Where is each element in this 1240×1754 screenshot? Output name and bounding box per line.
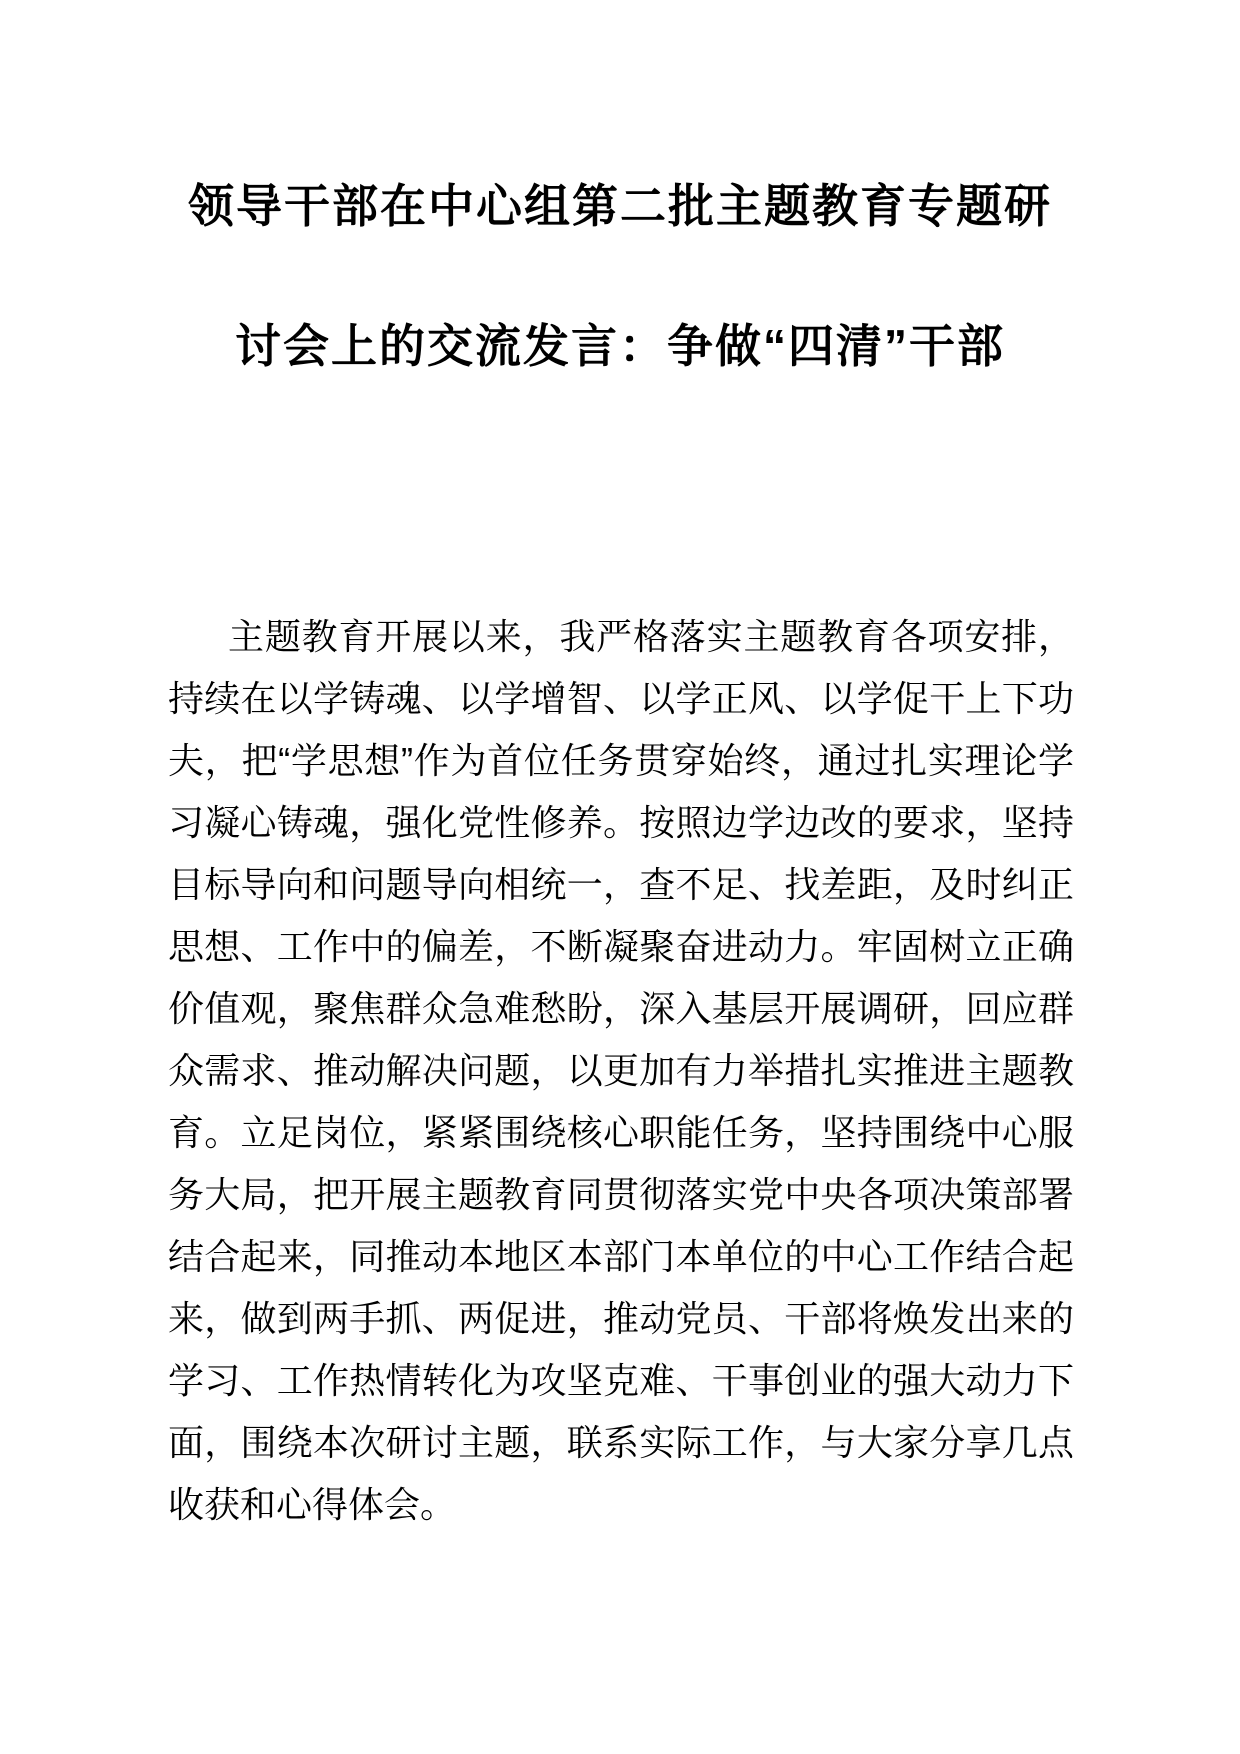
document-body xyxy=(168,606,1074,1536)
body-paragraph: 主题教育开展以来，我严格落实主题教育各项安排，持续在以学铸魂、以学增智、以学正风、以学促干上下功夫，把“学思想”作为首位任务贯穿始终，通过扎实理论学习凝心铸魂，强化党性修养。按照边学边改的要求，坚持目标导向和问题导向相统一，查不足、找差距，及时纠正思想、工作中的偏差，不断凝聚奋进动力。牢固树立正确价值观，聚焦群众急难愁盼，深入基层开展调研，回应群众需求、推动解决问题，以更加有力举措扎实推进主题教育。立足岗位，紧紧围绕核心职能任务，坚持围绕中心服务大局，把开展主题教育同贯彻落实党中央各项决策部署结合起来，同推动本地区本部门本单位的中心工作结合起来，做到两手抓、两促进，推动党员、干部将焕发出来的学习、工作热情转化为攻坚克难、干事创业的强大动力下面，围绕本次研讨主题，联系实际工作，与大家分享几点收获和心得体会。 xyxy=(168,616,1074,1525)
document-title xyxy=(0,0,1240,374)
document-title-line1: 领导干部在中心组第二批主题教育专题研 xyxy=(188,180,1052,232)
document-title-line2: 讨会上的交流发言：争做“四清”干部 xyxy=(235,320,1005,372)
